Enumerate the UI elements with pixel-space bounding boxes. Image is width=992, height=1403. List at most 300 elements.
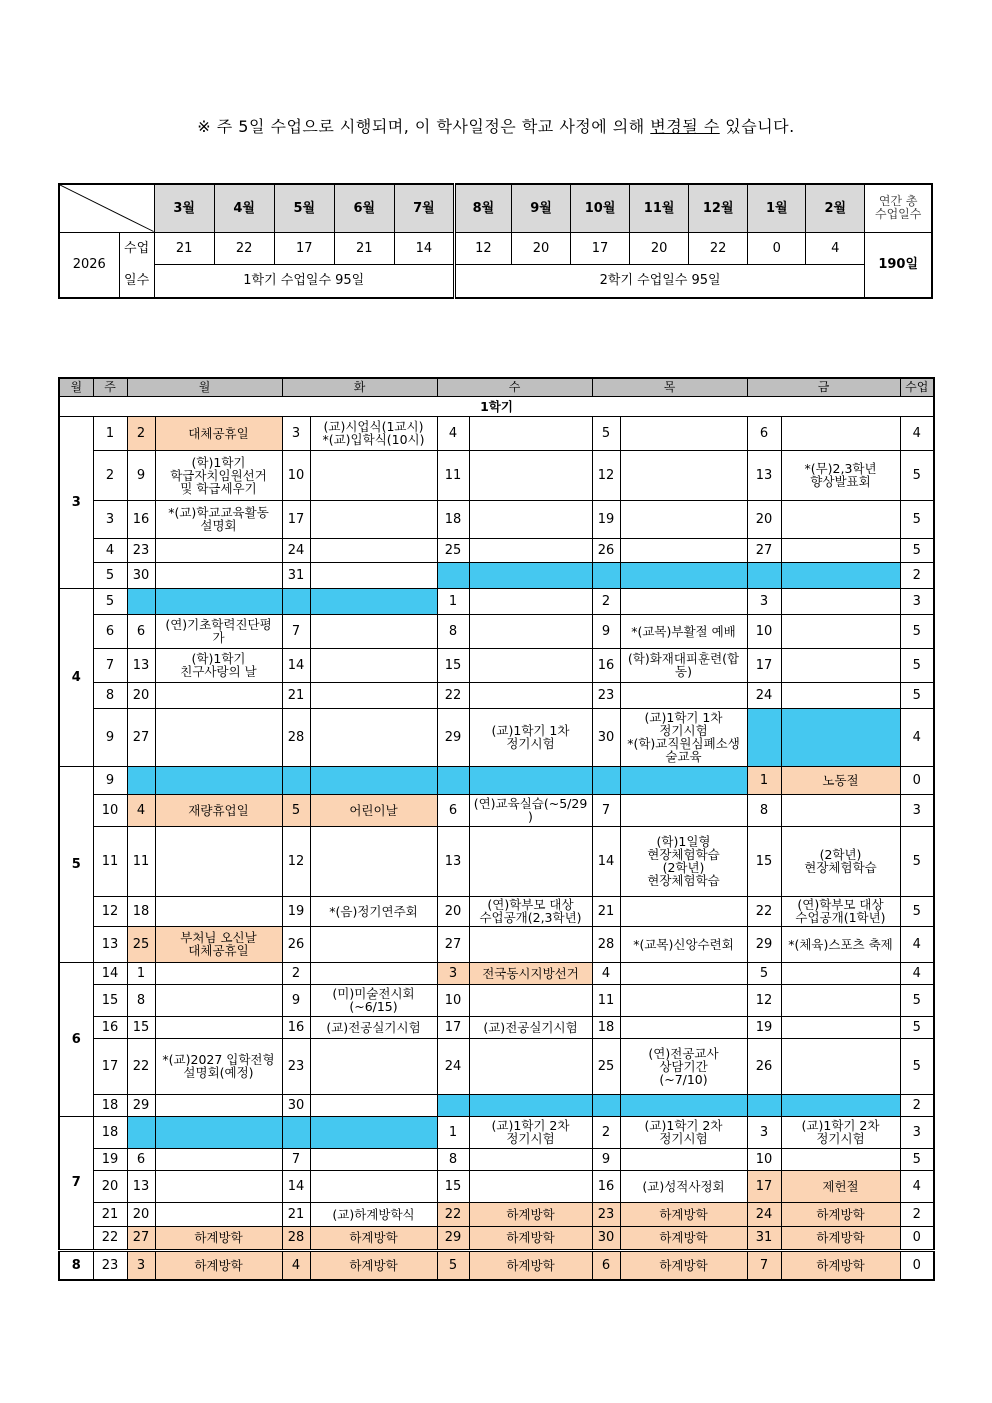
day-event: [310, 708, 437, 766]
day-number: 28: [592, 926, 620, 962]
day-event: (교)전공실기시험: [310, 1016, 437, 1038]
weekly-days: 5: [900, 1016, 934, 1038]
day-number: 4: [592, 962, 620, 984]
day-number: 27: [437, 926, 469, 962]
day-number: 8: [437, 614, 469, 648]
day-event: [469, 562, 592, 588]
day-number: 19: [282, 896, 310, 926]
day-event: (연)전공교사 상담기간 (~7/10): [620, 1038, 747, 1094]
day-event: [155, 896, 282, 926]
weekly-days: 3: [900, 794, 934, 826]
weekly-days: 4: [900, 962, 934, 984]
day-number: [127, 766, 155, 794]
day-number: [592, 562, 620, 588]
day-event: [781, 962, 900, 984]
day-number: 13: [127, 1170, 155, 1202]
day-number: 11: [592, 984, 620, 1016]
day-event: [155, 682, 282, 708]
day-event: [155, 984, 282, 1016]
day-event: [781, 1016, 900, 1038]
day-number: 18: [127, 896, 155, 926]
day-event: [310, 766, 437, 794]
month-header: 12월: [689, 184, 748, 232]
week-row: [59, 926, 934, 962]
holiday-event: 하계방학: [469, 1250, 592, 1280]
month-label: 4: [59, 588, 93, 766]
day-number: 22: [437, 1202, 469, 1226]
day-number: 26: [592, 538, 620, 562]
week-number: 22: [93, 1226, 127, 1250]
day-event: [469, 538, 592, 562]
weekly-days: 4: [900, 1170, 934, 1202]
day-number: 3: [747, 588, 781, 614]
day-number: 23: [282, 1038, 310, 1094]
header-friday: 금: [747, 378, 900, 396]
holiday-event: 하계방학: [781, 1202, 900, 1226]
year-cell: 2026: [59, 232, 119, 298]
day-number: [747, 562, 781, 588]
day-number: 22: [127, 1038, 155, 1094]
header-thursday: 목: [592, 378, 747, 396]
header-week: 주: [93, 378, 127, 396]
day-event: [310, 562, 437, 588]
weekly-days: 5: [900, 1038, 934, 1094]
day-event: [155, 1148, 282, 1170]
weekly-days: 5: [900, 648, 934, 682]
day-number: 3: [282, 416, 310, 450]
day-number: 21: [592, 896, 620, 926]
day-event: [781, 538, 900, 562]
day-number: 29: [437, 708, 469, 766]
day-event: [781, 562, 900, 588]
day-number: 21: [282, 682, 310, 708]
day-event: (교)성적사정회: [620, 1170, 747, 1202]
day-number: 6: [127, 1148, 155, 1170]
day-number: 19: [747, 1016, 781, 1038]
day-number: 2: [592, 1116, 620, 1148]
day-number: 1: [437, 1116, 469, 1148]
day-number: [437, 1094, 469, 1116]
week-number: 2: [93, 450, 127, 500]
day-event: (교)1학기 2차 정기시험: [781, 1116, 900, 1148]
holiday-event: 하계방학: [310, 1250, 437, 1280]
days-cell: 22: [214, 232, 274, 264]
week-number: 4: [93, 538, 127, 562]
day-number: 8: [747, 794, 781, 826]
day-event: [469, 648, 592, 682]
holiday-event: 노동절: [781, 766, 900, 794]
week-number: 1: [93, 416, 127, 450]
holiday-event: 하계방학: [469, 1226, 592, 1250]
row-label: 수업: [119, 232, 154, 264]
day-number: 1: [747, 766, 781, 794]
week-row: [59, 826, 934, 896]
week-row: [59, 614, 934, 648]
day-event: [469, 416, 592, 450]
day-number: 22: [437, 682, 469, 708]
week-row: [59, 538, 934, 562]
week-row: [59, 648, 934, 682]
week-row: [59, 416, 934, 450]
holiday-event: 하계방학: [620, 1226, 747, 1250]
day-number: 25: [127, 926, 155, 962]
weekly-days: 5: [900, 500, 934, 538]
day-event: [781, 1038, 900, 1094]
days-cell: 17: [571, 232, 630, 264]
header-wednesday: 수: [437, 378, 592, 396]
day-number: 25: [437, 538, 469, 562]
day-number: 29: [747, 926, 781, 962]
weekly-days: 5: [900, 538, 934, 562]
day-number: 24: [747, 1202, 781, 1226]
day-event: [620, 538, 747, 562]
weekly-days: 4: [900, 926, 934, 962]
day-event: (학)화재대피훈련(합 동): [620, 648, 747, 682]
day-event: (교)1학기 1차 정기시험: [469, 708, 592, 766]
day-event: [620, 416, 747, 450]
day-event: (교)1학기 2차 정기시험: [469, 1116, 592, 1148]
day-number: 20: [437, 896, 469, 926]
header-days: 수업: [900, 378, 934, 396]
days-cell: 20: [511, 232, 570, 264]
week-number: 10: [93, 794, 127, 826]
days-cell: 12: [454, 232, 511, 264]
day-event: [310, 1094, 437, 1116]
day-number: 3: [437, 962, 469, 984]
day-event: [469, 682, 592, 708]
day-event: [310, 450, 437, 500]
day-event: [310, 962, 437, 984]
month-label: 3: [59, 416, 93, 588]
day-number: 27: [127, 708, 155, 766]
day-event: [155, 1016, 282, 1038]
day-event: [155, 1202, 282, 1226]
day-event: (학)1학기 학급자치임원선거 및 학급세우기: [155, 450, 282, 500]
day-number: 6: [747, 416, 781, 450]
day-number: 3: [127, 1250, 155, 1280]
week-row: [59, 794, 934, 826]
day-number: 10: [437, 984, 469, 1016]
week-row: [59, 1116, 934, 1148]
day-event: [310, 1116, 437, 1148]
day-number: 20: [747, 500, 781, 538]
day-event: (학)1학기 친구사랑의 날: [155, 648, 282, 682]
weekly-days: 0: [900, 1226, 934, 1250]
day-number: 19: [592, 500, 620, 538]
day-number: 15: [437, 1170, 469, 1202]
week-number: 5: [93, 588, 127, 614]
month-label: 5: [59, 766, 93, 962]
day-event: *(교목)부활절 예배: [620, 614, 747, 648]
day-number: [592, 766, 620, 794]
week-number: 9: [93, 766, 127, 794]
days-cell: 4: [806, 232, 865, 264]
day-number: 30: [282, 1094, 310, 1116]
day-event: [155, 562, 282, 588]
day-event: [620, 766, 747, 794]
day-number: 14: [592, 826, 620, 896]
day-event: [620, 1016, 747, 1038]
day-number: 18: [437, 500, 469, 538]
day-event: [781, 682, 900, 708]
day-event: (연)기초학력진단평 가: [155, 614, 282, 648]
day-number: 13: [747, 450, 781, 500]
day-number: 2: [282, 962, 310, 984]
days-cell: 20: [630, 232, 689, 264]
day-number: 16: [592, 648, 620, 682]
day-number: 28: [282, 1226, 310, 1250]
day-event: [620, 984, 747, 1016]
day-number: 11: [127, 826, 155, 896]
weekly-days: 5: [900, 682, 934, 708]
days-cell: 17: [274, 232, 334, 264]
day-event: [781, 1094, 900, 1116]
weekly-days: 0: [900, 1250, 934, 1280]
holiday-event: 하계방학: [155, 1226, 282, 1250]
month-header: 6월: [334, 184, 394, 232]
day-number: 15: [747, 826, 781, 896]
day-event: [469, 1094, 592, 1116]
weekly-days: 2: [900, 562, 934, 588]
day-event: [469, 450, 592, 500]
day-number: 8: [127, 984, 155, 1016]
day-number: 7: [592, 794, 620, 826]
day-event: [469, 826, 592, 896]
month-header: 9월: [511, 184, 570, 232]
day-event: (교)시업식(1교시) *(교)입학식(10시): [310, 416, 437, 450]
day-number: 29: [437, 1226, 469, 1250]
diagonal-header-cell: [59, 184, 154, 232]
day-event: *(교)학교교육활동 설명회: [155, 500, 282, 538]
day-number: 12: [282, 826, 310, 896]
day-event: (학)1일형 현장체험학습 (2학년) 현장체험학습: [620, 826, 747, 896]
week-row: [59, 1226, 934, 1250]
day-number: 24: [437, 1038, 469, 1094]
day-number: [437, 766, 469, 794]
day-number: 10: [747, 614, 781, 648]
day-number: 30: [592, 1226, 620, 1250]
day-number: 2: [127, 416, 155, 450]
day-event: [310, 614, 437, 648]
week-row: [59, 1170, 934, 1202]
day-event: [155, 766, 282, 794]
day-number: 5: [282, 794, 310, 826]
day-event: [155, 538, 282, 562]
day-event: [620, 682, 747, 708]
day-event: *(무)2,3학년 향상발표회: [781, 450, 900, 500]
week-row: [59, 562, 934, 588]
day-event: [155, 1094, 282, 1116]
day-event: [469, 926, 592, 962]
semester1-total: 1학기 수업일수 95일: [154, 264, 454, 298]
day-number: 9: [127, 450, 155, 500]
week-number: 14: [93, 962, 127, 984]
week-row: [59, 896, 934, 926]
holiday-event: 하계방학: [620, 1202, 747, 1226]
day-number: 5: [592, 416, 620, 450]
week-row: [59, 1250, 934, 1280]
day-number: 18: [592, 1016, 620, 1038]
week-number: 9: [93, 708, 127, 766]
day-event: [469, 984, 592, 1016]
days-cell: 14: [394, 232, 454, 264]
day-event: (교)1학기 1차 정기시험 *(학)교직원심폐소생 술교육: [620, 708, 747, 766]
day-event: [620, 1094, 747, 1116]
day-number: 2: [592, 588, 620, 614]
day-event: [155, 826, 282, 896]
day-number: 9: [592, 614, 620, 648]
day-number: 30: [127, 562, 155, 588]
day-number: 27: [747, 538, 781, 562]
day-number: 12: [592, 450, 620, 500]
week-row: [59, 500, 934, 538]
day-number: 14: [282, 1170, 310, 1202]
weekly-days: 5: [900, 1148, 934, 1170]
day-number: [437, 562, 469, 588]
day-event: *(음)정기연주회: [310, 896, 437, 926]
week-row: [59, 708, 934, 766]
day-event: (교)1학기 2차 정기시험: [620, 1116, 747, 1148]
day-number: 12: [747, 984, 781, 1016]
month-header: 10월: [571, 184, 630, 232]
day-number: 28: [282, 708, 310, 766]
day-number: [282, 766, 310, 794]
week-row: [59, 766, 934, 794]
day-number: [127, 588, 155, 614]
header-monday: 월: [127, 378, 282, 396]
day-number: 15: [437, 648, 469, 682]
day-number: 1: [127, 962, 155, 984]
notice-text: ※ 주 5일 수업으로 시행되며, 이 학사일정은 학교 사정에 의해: [197, 117, 651, 136]
day-event: [781, 416, 900, 450]
day-event: [155, 962, 282, 984]
day-event: [310, 588, 437, 614]
day-event: [310, 682, 437, 708]
day-number: 27: [127, 1226, 155, 1250]
day-number: [282, 588, 310, 614]
weekly-days: 5: [900, 614, 934, 648]
day-number: 9: [282, 984, 310, 1016]
day-event: [620, 962, 747, 984]
day-event: [781, 794, 900, 826]
day-number: 7: [747, 1250, 781, 1280]
day-number: [747, 1094, 781, 1116]
day-number: 31: [282, 562, 310, 588]
day-number: 6: [437, 794, 469, 826]
week-row: [59, 1148, 934, 1170]
week-row: [59, 588, 934, 614]
day-event: [155, 1170, 282, 1202]
holiday-event: 하계방학: [469, 1202, 592, 1226]
day-event: [469, 588, 592, 614]
day-event: *(교목)신앙수련회: [620, 926, 747, 962]
weekly-days: 4: [900, 416, 934, 450]
week-number: 5: [93, 562, 127, 588]
day-event: [469, 766, 592, 794]
day-event: [620, 450, 747, 500]
day-event: [781, 614, 900, 648]
day-number: 25: [592, 1038, 620, 1094]
day-event: (연)학부모 대상 수업공개(1학년): [781, 896, 900, 926]
day-number: 13: [127, 648, 155, 682]
day-event: [155, 588, 282, 614]
week-number: 20: [93, 1170, 127, 1202]
day-event: (미)미술전시회 (~6/15): [310, 984, 437, 1016]
month-header: 2월: [806, 184, 865, 232]
day-event: [469, 1038, 592, 1094]
day-event: *(체육)스포츠 축제: [781, 926, 900, 962]
day-event: [155, 708, 282, 766]
day-number: 15: [127, 1016, 155, 1038]
week-row: [59, 962, 934, 984]
day-number: 17: [747, 648, 781, 682]
holiday-event: 대체공휴일: [155, 416, 282, 450]
day-number: 17: [747, 1170, 781, 1202]
day-number: 20: [127, 682, 155, 708]
week-row: [59, 1016, 934, 1038]
day-number: 6: [127, 614, 155, 648]
day-number: 23: [592, 682, 620, 708]
week-row: [59, 450, 934, 500]
holiday-event: 하계방학: [155, 1250, 282, 1280]
day-number: 5: [747, 962, 781, 984]
day-number: 16: [592, 1170, 620, 1202]
day-number: [592, 1094, 620, 1116]
notice-text-end: 있습니다.: [719, 117, 795, 136]
day-number: 10: [282, 450, 310, 500]
day-event: [469, 1148, 592, 1170]
day-number: 23: [592, 1202, 620, 1226]
day-number: [747, 708, 781, 766]
holiday-event: 전국동시지방선거: [469, 962, 592, 984]
day-number: 22: [747, 896, 781, 926]
day-number: 16: [127, 500, 155, 538]
week-number: 15: [93, 984, 127, 1016]
holiday-event: 하계방학: [781, 1250, 900, 1280]
day-number: 13: [437, 826, 469, 896]
day-number: 8: [437, 1148, 469, 1170]
semester-calendar-table: [58, 377, 935, 1281]
day-event: [310, 1170, 437, 1202]
day-event: (교)하계방학식: [310, 1202, 437, 1226]
holiday-event: 하계방학: [310, 1226, 437, 1250]
day-number: 20: [127, 1202, 155, 1226]
day-event: [781, 588, 900, 614]
week-number: 19: [93, 1148, 127, 1170]
annual-total: 190일: [865, 232, 932, 298]
day-event: [781, 1148, 900, 1170]
week-number: 6: [93, 614, 127, 648]
month-header: 5월: [274, 184, 334, 232]
weekly-days: 5: [900, 896, 934, 926]
day-number: 10: [747, 1148, 781, 1170]
header-tuesday: 화: [282, 378, 437, 396]
weekly-days: 3: [900, 588, 934, 614]
day-event: [310, 648, 437, 682]
day-number: 16: [282, 1016, 310, 1038]
day-event: [469, 1170, 592, 1202]
day-event: [781, 500, 900, 538]
month-header: 7월: [394, 184, 454, 232]
day-event: [155, 1116, 282, 1148]
week-row: [59, 1094, 934, 1116]
notice-underlined: 변경될 수: [650, 117, 720, 136]
weekly-days: 4: [900, 708, 934, 766]
day-number: 4: [127, 794, 155, 826]
day-number: 3: [747, 1116, 781, 1148]
day-number: 1: [437, 588, 469, 614]
day-number: 11: [437, 450, 469, 500]
